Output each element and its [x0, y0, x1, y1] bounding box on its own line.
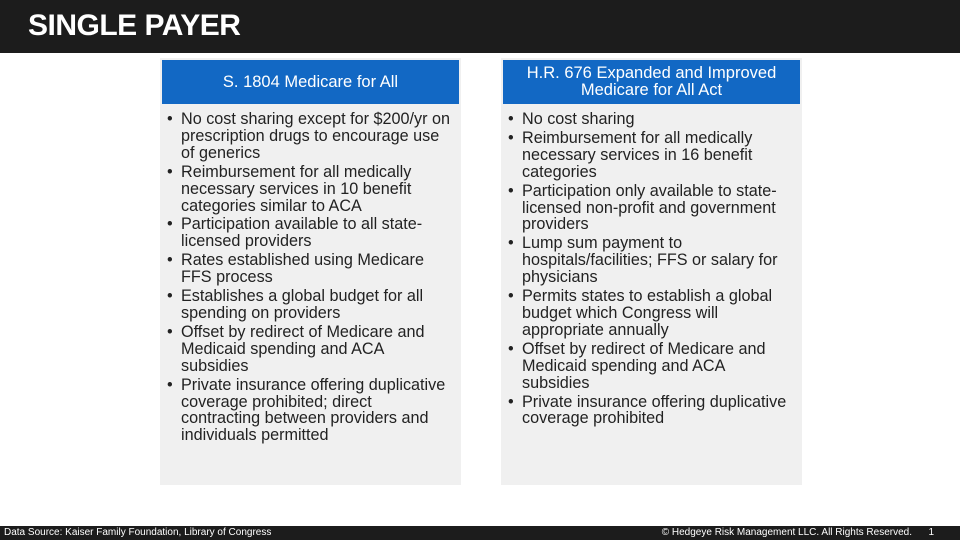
- list-item: • Rates established using Medicare FFS process: [167, 252, 453, 286]
- bullet-list-hr676: [501, 104, 802, 427]
- list-item: • Offset by redirect of Medicare and Medicaid spending and ACA subsidies: [508, 341, 794, 392]
- page-title: SINGLE PAYER: [28, 9, 241, 42]
- list-item: • Participation available to all state-licensed providers: [167, 216, 453, 250]
- column-header-hr676: H.R. 676 Expanded and Improved Medicare for All Act: [503, 60, 800, 104]
- list-item: • Offset by redirect of Medicare and Medicaid spending and ACA subsidies: [167, 324, 453, 375]
- list-item: • Permits states to establish a global budget which Congress will appropriate annually: [508, 288, 794, 339]
- data-source-text: Data Source: Kaiser Family Foundation, Library of Congress: [4, 527, 272, 538]
- column-hr676: [501, 58, 802, 485]
- copyright-text: © Hedgeye Risk Management LLC. All Rights Reserved.: [661, 527, 912, 538]
- column-header-s1804: S. 1804 Medicare for All: [162, 60, 459, 104]
- list-item: • Reimbursement for all medically necessary services in 16 benefit categories: [508, 130, 794, 181]
- list-item: • No cost sharing: [508, 111, 794, 128]
- list-item: • Reimbursement for all medically necessary services in 10 benefit categories similar to ACA: [167, 164, 453, 215]
- list-item: • Private insurance offering duplicative coverage prohibited; direct contracting between providers and individuals permitted: [167, 377, 453, 445]
- footer-bar: [0, 526, 960, 540]
- title-bar: [0, 0, 960, 53]
- page-number: 1: [928, 527, 934, 538]
- list-item: • Participation only available to state-licensed non-profit and government providers: [508, 183, 794, 234]
- list-item: • Establishes a global budget for all spending on providers: [167, 288, 453, 322]
- list-item: • Lump sum payment to hospitals/facilities; FFS or salary for physicians: [508, 235, 794, 286]
- list-item: • No cost sharing except for $200/yr on prescription drugs to encourage use of generics: [167, 111, 453, 162]
- bullet-list-s1804: [160, 104, 461, 444]
- list-item: • Private insurance offering duplicative coverage prohibited: [508, 394, 794, 428]
- column-s1804: [160, 58, 461, 485]
